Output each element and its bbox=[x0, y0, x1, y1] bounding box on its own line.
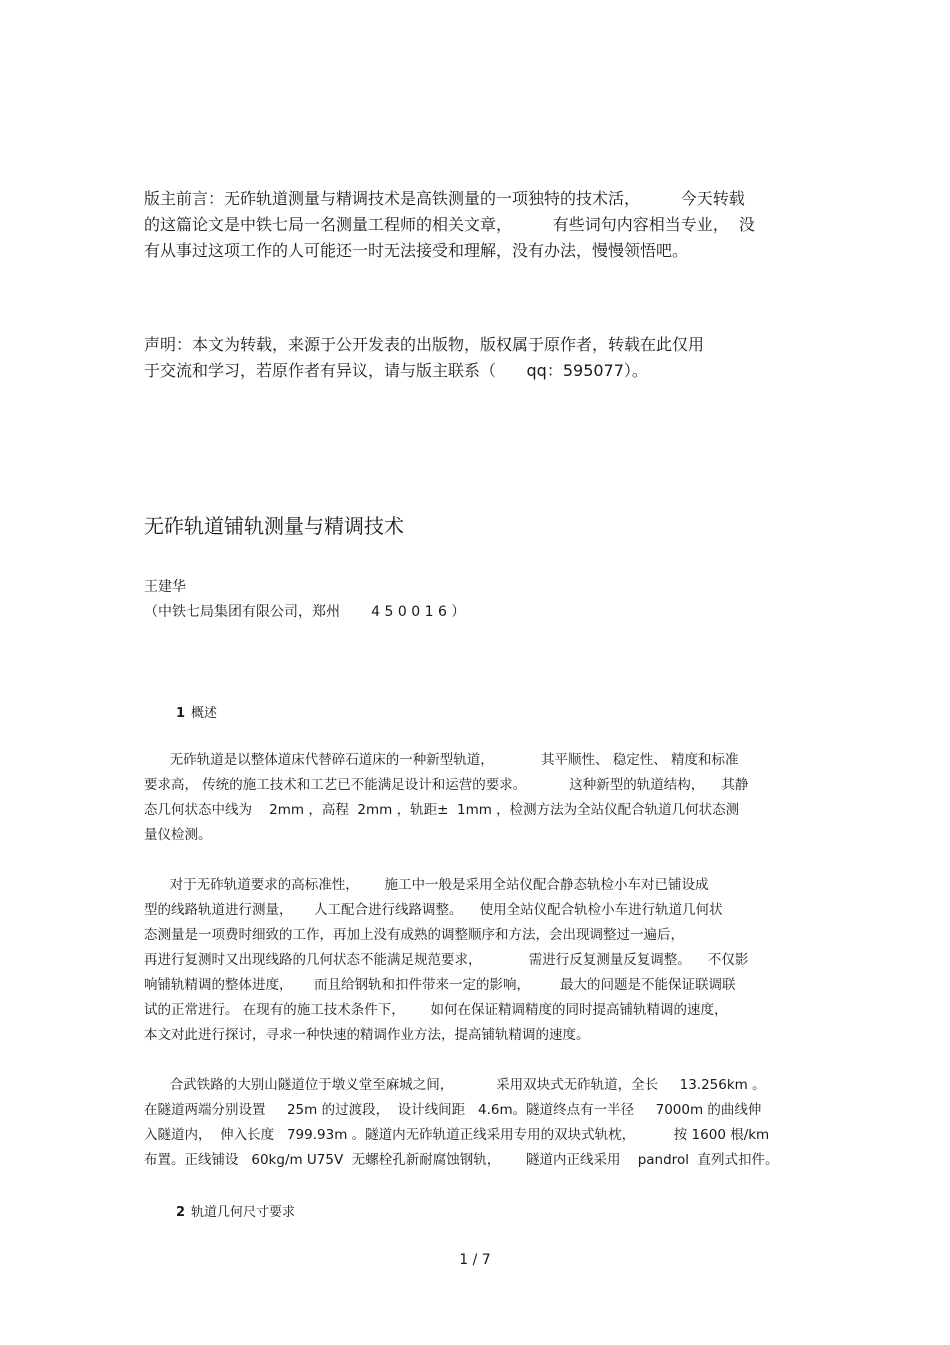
body-paragraph-1 bbox=[144, 748, 814, 848]
paragraph-line: 本文对此进行探讨，寻求一种快速的精调作业方法，提高铺轨精调的速度。 bbox=[144, 1027, 590, 1043]
paragraph-line: 无砟轨道是以整体道床代替碎石道床的一种新型轨道， 其平顺性、 稳定性、 精度和标准 bbox=[144, 752, 739, 768]
section-number: 1 bbox=[176, 706, 186, 721]
paragraph-line: 响铺轨精调的整体进度， 而且给钢轨和扣件带来一定的影响， 最大的问题是不能保证联调联 bbox=[144, 977, 736, 993]
body-paragraph-3 bbox=[144, 1073, 814, 1173]
paragraph-line: 在隧道两端分别设置 25m 的过渡段， 设计线间距 4.6m。隧道终点有一半径 7000m 的曲线伸 bbox=[144, 1102, 762, 1118]
section-title: 轨道几何尺寸要求 bbox=[191, 1205, 296, 1220]
author bbox=[144, 576, 814, 598]
paragraph-line: 要求高， 传统的施工技术和工艺已不能满足设计和运营的要求。 这种新型的轨道结构， 其静 bbox=[144, 777, 749, 793]
declaration-paragraph bbox=[144, 332, 814, 384]
affiliation-text: （中铁七局集团有限公司，郑州 4 5 0 0 1 6 ） bbox=[144, 604, 466, 620]
preface-line: 有从事过这项工作的人可能还一时无法接受和理解，没有办法，慢慢领悟吧。 bbox=[144, 241, 689, 260]
preface-line: 的这篇论文是中铁七局一名测量工程师的相关文章， 有些词句内容相当专业， 没 bbox=[144, 215, 755, 234]
section-heading-1 bbox=[176, 704, 217, 724]
body-paragraph-2 bbox=[144, 873, 814, 1048]
section-heading-2 bbox=[176, 1203, 295, 1223]
paragraph-line: 型的线路轨道进行测量， 人工配合进行线路调整。 使用全站仪配合轨检小车进行轨道几何状 bbox=[144, 902, 723, 918]
paragraph-line: 态测量是一项费时细致的工作，再加上没有成熟的调整顺序和方法，会出现调整过一遍后， bbox=[144, 927, 684, 943]
paragraph-line: 量仪检测。 bbox=[144, 827, 212, 843]
preface-line: 版主前言：无砟轨道测量与精调技术是高铁测量的一项独特的技术活， 今天转载 bbox=[144, 189, 745, 208]
author-name: 王建华 bbox=[144, 579, 186, 595]
page-indicator: 1 / 7 bbox=[459, 1252, 491, 1268]
paragraph-line: 入隧道内， 伸入长度 799.93m 。隧道内无砟轨道正线采用专用的双块式轨枕， 按 1600 根/km bbox=[144, 1127, 770, 1143]
article-title: 无砟轨道铺轨测量与精调技术 bbox=[144, 514, 404, 538]
paragraph-line: 试的正常进行。 在现有的施工技术条件下， 如何在保证精调精度的同时提高铺轨精调的速度， bbox=[144, 1002, 728, 1018]
section-title: 概述 bbox=[191, 706, 218, 721]
section-number: 2 bbox=[176, 1205, 186, 1220]
paragraph-line: 对于无砟轨道要求的高标准性， 施工中一般是采用全站仪配合静态轨检小车对已铺设成 bbox=[144, 877, 709, 893]
affiliation bbox=[144, 601, 814, 623]
paragraph-line: 态几何状态中线为 2mm ，高程 2mm ，轨距± 1mm ，检测方法为全站仪配合轨道几何状态测 bbox=[144, 802, 740, 818]
declaration-line: 于交流和学习，若原作者有异议，请与版主联系（ qq：595077）。 bbox=[144, 361, 648, 380]
declaration-line: 声明：本文为转载，来源于公开发表的出版物，版权属于原作者，转载在此仅用 bbox=[144, 335, 705, 354]
paragraph-line: 布置。正线铺设 60kg/m U75V 无螺栓孔新耐腐蚀钢轨， 隧道内正线采用 pandrol 直列式扣件。 bbox=[144, 1152, 779, 1168]
preface-paragraph bbox=[144, 186, 814, 264]
paragraph-line: 再进行复测时又出现线路的几何状态不能满足规范要求， 需进行反复测量反复调整。 不仅影 bbox=[144, 952, 749, 968]
paragraph-line: 合武铁路的大别山隧道位于墩义堂至麻城之间， 采用双块式无砟轨道，全长 13.256km 。 bbox=[144, 1077, 766, 1093]
